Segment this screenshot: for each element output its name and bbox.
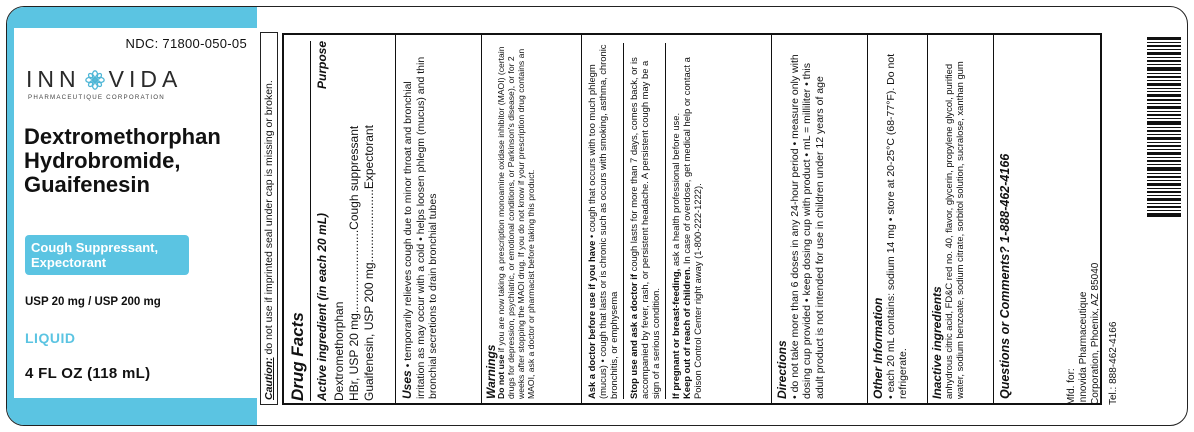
ask-doctor-text: • cough that occurs with too much phlegm (mucus) • cough that lasts or is chronic such as occurs with smoking, asthma, chronic bronchitis, or emphysema (586, 44, 619, 399)
logo-flower-icon (84, 69, 106, 91)
mfd-line-1: Mfd. for: (1066, 368, 1077, 405)
directions-heading: Directions (775, 340, 789, 399)
category-badge: Cough Suppressant, Expectorant (25, 235, 189, 275)
other-info-column (868, 35, 928, 403)
ask-doctor-label: Ask a doctor before use if you have (586, 240, 597, 399)
stop-use-label: Stop use and ask a doctor if (628, 273, 639, 399)
product-name: Dextromethorphan Hydrobromide, Guaifenesin (24, 124, 221, 197)
mfd-line-4: Tel.: 888-462-4166 (1108, 321, 1119, 405)
uses-column (396, 35, 482, 403)
keep-out-text: In case of overdose, get medical help or contact a Poison Control Center right away (1-800-222-1222). (681, 57, 703, 399)
uses-heading: Uses (400, 370, 414, 399)
manufacturer-info (1066, 105, 1136, 405)
ingredient-1b: HBr, USP 20 mg.........................Cough suppressant (347, 125, 361, 401)
directions-column (772, 35, 868, 403)
drug-facts-title: Drug Facts (288, 312, 307, 401)
ingredient-1a: Dextromethorphan (332, 301, 346, 401)
caution-strip (260, 32, 278, 405)
ndc-number: NDC: 71800-050-05 (125, 36, 247, 51)
other-info-text: • each 20 mL contains: sodium 14 mg • store at 20-25°C (68-77°F). Do not refrigerate. (884, 53, 909, 399)
precautions-column (582, 35, 772, 403)
drug-facts-panel (282, 33, 1102, 405)
pregnant-label: If pregnant or breast-feeding, (670, 268, 681, 399)
caution-label: Caution: (263, 357, 275, 400)
inactive-ingredients-column (928, 35, 994, 403)
inactive-ingredients-text: anhydrous citric acid, FD&C red no. 40, flavor, glycerin, propylene glycol, purified water, sodium benzoate, sodium citrate, sorbitol solution, sucralose, xanthan gum (943, 61, 965, 399)
keep-out-label: Keep out of reach of children. (681, 266, 692, 399)
do-not-use-text: if you are now taking a prescription monoamine oxidase inhibitor (MAOI) (certain drugs for depression, psychiatric, or emotional conditions, or Parkinson's disease), or for 2 weeks after stopping the MAOI drug. If you do not know if your prescription drug contains an MAOI, ask a doctor or pharmacist before taking this product. (496, 46, 536, 399)
warnings-heading: Warnings (484, 344, 498, 399)
pregnant-text: ask a health professional before use. (670, 112, 681, 269)
mfd-line-2: Innovida Pharmaceutique (1078, 291, 1089, 405)
logo-word-end: VIDA (108, 66, 183, 92)
barcode-icon (1147, 37, 1181, 217)
brand-logo (26, 66, 201, 101)
mfd-line-3: Corporation, Phoenix, AZ 85040 (1090, 262, 1101, 405)
purpose-heading: Purpose (315, 41, 329, 90)
active-ingredient-heading: Active ingredient (in each 20 mL) (315, 212, 329, 401)
directions-text: • do not take more than 6 doses in any 24-hour period • measure only with dosing cup provided • keep dosing cup with product • mL = milliliter • this adult product is not intended for use in children under 12 years of age (788, 54, 826, 399)
volume-text: 4 FL OZ (118 mL) (25, 365, 151, 382)
questions-text: Questions or Comments? 1-888-462-4166 (998, 153, 1012, 399)
do-not-use-label: Do not use (496, 354, 506, 399)
caution-text: do not use if imprinted seal under cap is missing or broken. (263, 80, 275, 358)
other-info-heading: Other Information (871, 297, 885, 399)
logo-word-start: INN (26, 66, 81, 92)
uses-text: • temporarily relieves cough due to minor throat and bronchial irritation as may occur with a cold • helps loosen phlegm (mucus) and thin bronchial secretions to drain bronchial tubes (402, 56, 439, 399)
stop-use-text: cough lasts for more than 7 days, comes back, or is accompanied by fever, rash, or persistent headache. A persistent cough may be a sign of a serious condition. (628, 57, 661, 399)
drug-facts-active-column (284, 35, 396, 403)
front-panel-content (14, 28, 257, 398)
inactive-ingredients-heading: Inactive ingredients (930, 286, 944, 399)
logo-subtitle: PHARMACEUTIQUE CORPORATION (28, 94, 165, 101)
ingredient-2: Guaifenesin, USP 200 mg......................Expectorant (362, 125, 376, 401)
warnings-column (482, 35, 582, 403)
strength-text: USP 20 mg / USP 200 mg (25, 296, 161, 308)
dosage-form: LIQUID (25, 330, 76, 346)
